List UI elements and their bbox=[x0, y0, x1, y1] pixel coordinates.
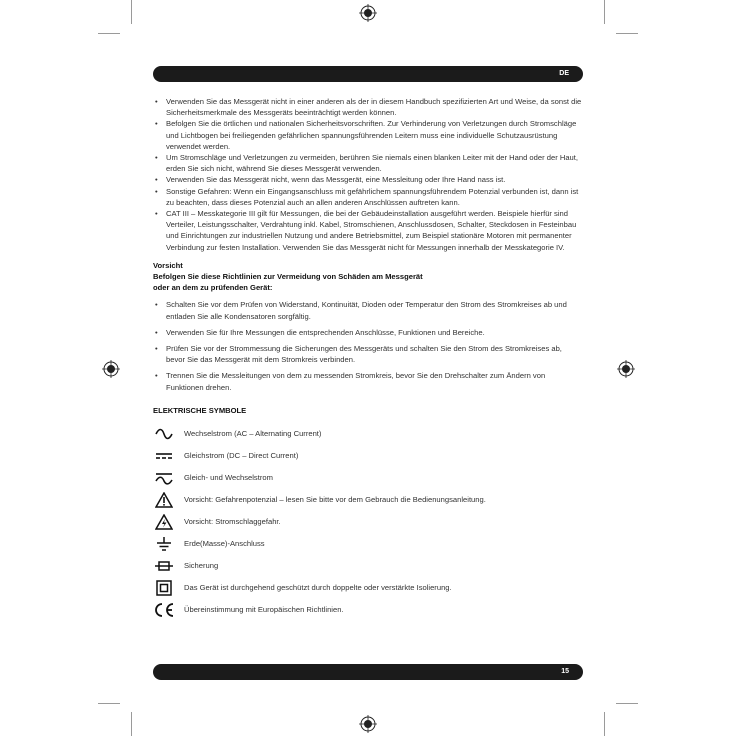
symbol-description: Vorsicht: Stromschlaggefahr. bbox=[184, 517, 281, 527]
crop-mark bbox=[604, 712, 605, 736]
header-bar bbox=[153, 66, 583, 82]
registration-mark-icon bbox=[102, 360, 120, 378]
caution-subtitle-line1: Befolgen Sie diese Richtlinien zur Vermeidung von Schäden am Messgerät bbox=[153, 272, 423, 282]
list-item: • Schalten Sie vor dem Prüfen von Widerstand, Kontinuität, Dioden oder Temperatur den Strom des Stromkreises ab und entladen Sie alle Kondensatoren sorgfältig. bbox=[153, 299, 583, 321]
symbols-list bbox=[153, 423, 583, 621]
symbol-row bbox=[153, 467, 583, 489]
symbols-title: ELEKTRISCHE SYMBOLE bbox=[153, 405, 247, 415]
crop-mark bbox=[98, 703, 120, 704]
registration-mark-icon bbox=[359, 4, 377, 22]
list-item: • Um Stromschläge und Verletzungen zu vermeiden, berühren Sie niemals einen blanken Leiter mit der Hand oder der Haut, erden Sie sich nicht, während Sie dieses Messgerät verwenden. bbox=[153, 152, 583, 174]
registration-mark-icon bbox=[359, 715, 377, 733]
symbol-description: Sicherung bbox=[184, 561, 219, 571]
crop-mark bbox=[616, 33, 638, 34]
symbol-description: Vorsicht: Gefahrenpotenzial – lesen Sie bitte vor dem Gebrauch die Bedienungsanleitung. bbox=[184, 495, 486, 505]
page-number: 15 bbox=[561, 668, 569, 675]
page-content bbox=[153, 96, 583, 621]
ac-dc-icon bbox=[153, 468, 175, 488]
caution-section bbox=[153, 260, 583, 393]
symbol-description: Gleich- und Wechselstrom bbox=[184, 473, 273, 483]
symbol-description: Das Gerät ist durchgehend geschützt durch doppelte oder verstärkte Isolierung. bbox=[184, 583, 452, 593]
crop-mark bbox=[616, 703, 638, 704]
list-item: • Verwenden Sie das Messgerät nicht, wenn das Messgerät, eine Messleitung oder Ihre Hand nass ist. bbox=[153, 174, 583, 185]
symbol-description: Übereinstimmung mit Europäischen Richtlinien. bbox=[184, 605, 344, 615]
crop-mark bbox=[98, 33, 120, 34]
symbol-row bbox=[153, 555, 583, 577]
crop-mark bbox=[604, 0, 605, 24]
list-item: • Verwenden Sie für Ihre Messungen die entsprechenden Anschlüsse, Funktionen und Bereiche. bbox=[153, 327, 583, 338]
crop-mark bbox=[131, 0, 132, 24]
footer-bar bbox=[153, 664, 583, 680]
symbol-row bbox=[153, 599, 583, 621]
symbol-row bbox=[153, 511, 583, 533]
caution-subtitle-line2: oder an dem zu prüfenden Gerät: bbox=[153, 283, 273, 293]
warning-triangle-icon bbox=[153, 490, 175, 510]
ground-icon bbox=[153, 534, 175, 554]
symbol-row bbox=[153, 533, 583, 555]
double-insulation-icon bbox=[153, 578, 175, 598]
language-label: DE bbox=[559, 70, 569, 77]
caution-bullet-list bbox=[153, 299, 583, 392]
symbol-row bbox=[153, 577, 583, 599]
fuse-icon bbox=[153, 556, 175, 576]
ce-mark-icon bbox=[153, 600, 175, 620]
registration-mark-icon bbox=[617, 360, 635, 378]
list-item: • Befolgen Sie die örtlichen und nationalen Sicherheitsvorschriften. Zur Verhinderung von Verletzungen durch Stromschläge und Lichtbogen bei freiliegenden gefährlichen spannungsführenden Leitern muss eine individuelle Schutzausrüstung verwendet werden. bbox=[153, 118, 583, 152]
list-item: • Verwenden Sie das Messgerät nicht in einer anderen als der in diesem Handbuch spezifizierten Art und Weise, da sonst die Sicherheitsmerkmale des Messgeräts beeinträchtigt werden können. bbox=[153, 96, 583, 118]
symbol-description: Gleichstrom (DC – Direct Current) bbox=[184, 451, 299, 461]
intro-bullet-list bbox=[153, 96, 583, 253]
caution-title: Vorsicht bbox=[153, 260, 183, 270]
symbol-row bbox=[153, 445, 583, 467]
dc-icon bbox=[153, 446, 175, 466]
list-item: • CAT III – Messkategorie III gilt für Messungen, die bei der Gebäudeinstallation ausgeführt werden. Beispiele hierfür sind Verteiler, Leistungsschalter, Verdrahtung inkl. Kabel, Stromschienen, Anschlussdosen, Schalter, Steckdosen in Festeinbau und Einrichtungen zur industriellen Nutzung und andere Betriebsmittel, zum Beispiel stationäre Motoren mit permanenter Verbindung zur festen Installation. Verwenden Sie das Messgerät nicht für Messungen innerhalb der Messkategorie IV. bbox=[153, 208, 583, 253]
list-item: • Prüfen Sie vor der Strommessung die Sicherungen des Messgeräts und schalten Sie den Strom des Stromkreises ab, bevor Sie das Messgerät mit dem Stromkreis verbinden. bbox=[153, 343, 583, 365]
symbol-row bbox=[153, 489, 583, 511]
symbol-description: Erde(Masse)-Anschluss bbox=[184, 539, 265, 549]
list-item: • Sonstige Gefahren: Wenn ein Eingangsanschluss mit gefährlichem spannungsführendem Potenzial verbunden ist, dann ist zu beachten, dass dieses Potenzial auch an allen anderen Anschlüssen auftreten kann. bbox=[153, 186, 583, 208]
symbol-description: Wechselstrom (AC – Alternating Current) bbox=[184, 429, 322, 439]
ac-sine-icon bbox=[153, 424, 175, 444]
list-item: • Trennen Sie die Messleitungen von dem zu messenden Stromkreis, bevor Sie den Drehschalter zum Ändern von Funktionen drehen. bbox=[153, 370, 583, 392]
crop-mark bbox=[131, 712, 132, 736]
shock-warning-icon bbox=[153, 512, 175, 532]
symbol-row bbox=[153, 423, 583, 445]
